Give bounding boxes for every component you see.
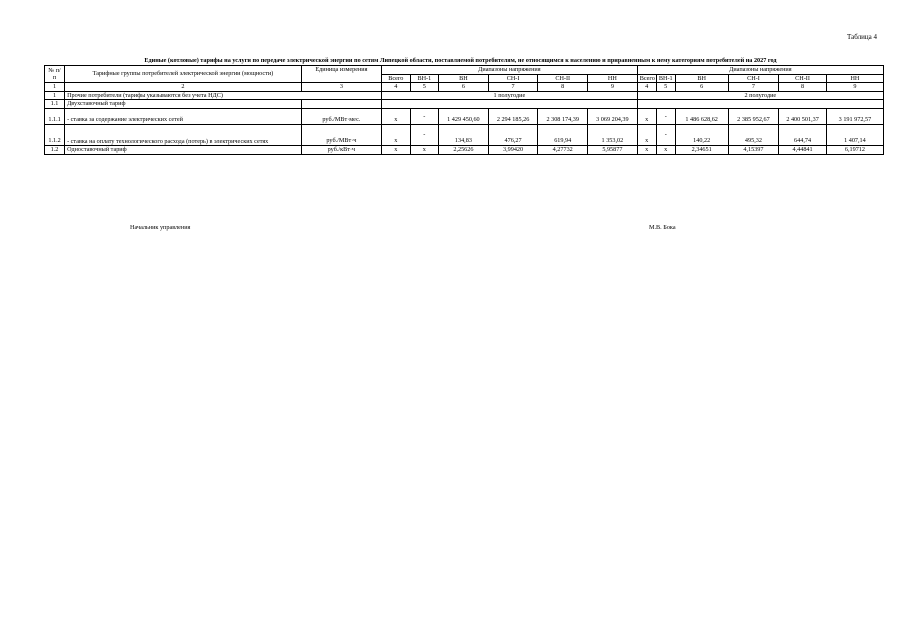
value-cell: 1 429 450,60: [439, 108, 489, 124]
value-cell: 4,15397: [728, 145, 779, 154]
row-label: Двухставочный тариф: [65, 100, 302, 109]
value-cell: 2 400 501,37: [779, 108, 827, 124]
index-cell: 5: [410, 83, 439, 92]
value-cell: -: [656, 108, 675, 124]
index-cell: 9: [588, 83, 638, 92]
value-cell: х: [637, 145, 656, 154]
signatory-name: М.В. Бока: [649, 224, 676, 231]
empty-cell: [637, 100, 883, 109]
value-cell: х: [410, 145, 439, 154]
header-col-total: Всего: [637, 74, 656, 83]
index-cell: 3: [301, 83, 381, 92]
table-row: [45, 108, 884, 124]
value-cell: 3 069 204,39: [588, 108, 638, 124]
document-title: Единые (котловые) тарифы на услуги по передаче электрической энергии по сетям Липецкой области, поставляемой потребителям, не относящимся к населению и приравненным к нему категориям потребителей на 2027 год: [144, 57, 777, 64]
value-cell: 1 353,02: [588, 124, 638, 145]
index-cell: 7: [488, 83, 538, 92]
table-number-label: Таблица 4: [847, 33, 877, 41]
value-cell: -: [656, 124, 675, 145]
header-col-vn1: ВН-1: [656, 74, 675, 83]
section-num: 1: [45, 91, 65, 100]
value-cell: х: [656, 145, 675, 154]
index-cell: 8: [538, 83, 588, 92]
value-cell: 3 191 972,57: [826, 108, 883, 124]
header-col-vn: ВН: [439, 74, 489, 83]
row-unit: руб./МВт·мес.: [301, 108, 381, 124]
row-num: 1.2: [45, 145, 65, 154]
value-cell: 5,95877: [588, 145, 638, 154]
value-cell: 495,32: [728, 124, 779, 145]
value-cell: х: [637, 108, 656, 124]
index-cell: 5: [656, 83, 675, 92]
section-label: Прочие потребители (тарифы указываются без учета НДС): [65, 91, 382, 100]
row-num: 1.1.1: [45, 108, 65, 124]
table-row: [45, 124, 884, 145]
value-cell: 2 308 174,39: [538, 108, 588, 124]
tariff-table: [44, 65, 884, 155]
header-col-nn: НН: [588, 74, 638, 83]
half-year-2: 2 полугодие: [637, 91, 883, 100]
value-cell: 3,99420: [488, 145, 538, 154]
value-cell: 4,27732: [538, 145, 588, 154]
value-cell: 2 385 952,67: [728, 108, 779, 124]
header-num: № п/п: [45, 66, 65, 83]
empty-cell: [301, 100, 381, 109]
row-unit: руб./МВт·ч: [301, 124, 381, 145]
value-cell: 140,22: [675, 124, 728, 145]
value-cell: 1 407,14: [826, 124, 883, 145]
value-cell: х: [637, 124, 656, 145]
index-cell: 8: [779, 83, 827, 92]
row-label: - ставка за содержание электрических сетей: [65, 108, 302, 124]
header-col-sn2: СН-II: [538, 74, 588, 83]
value-cell: 476,27: [488, 124, 538, 145]
row-label: - ставка на оплату технологического расхода (потерь) в электрических сетях: [65, 124, 302, 145]
empty-cell: [382, 100, 638, 109]
table-row: [45, 145, 884, 154]
value-cell: х: [382, 124, 411, 145]
header-col-total: Всего: [382, 74, 411, 83]
index-cell: 2: [65, 83, 302, 92]
index-cell: 9: [826, 83, 883, 92]
header-unit: Единица измерения: [301, 66, 381, 83]
value-cell: 619,94: [538, 124, 588, 145]
value-cell: 134,83: [439, 124, 489, 145]
value-cell: 1 486 628,62: [675, 108, 728, 124]
index-cell: 4: [382, 83, 411, 92]
value-cell: 2 294 185,26: [488, 108, 538, 124]
header-col-sn1: СН-I: [488, 74, 538, 83]
index-cell: 4: [637, 83, 656, 92]
header-range-h2: Диапазоны напряжения: [637, 66, 883, 75]
value-cell: 2,34651: [675, 145, 728, 154]
value-cell: 2,25626: [439, 145, 489, 154]
value-cell: -: [410, 124, 439, 145]
row-label: Одноставочный тариф: [65, 145, 302, 154]
header-row-1: [45, 66, 884, 75]
signatory-position: Начальник управления: [130, 224, 191, 231]
value-cell: -: [410, 108, 439, 124]
value-cell: х: [382, 145, 411, 154]
table-row: [45, 100, 884, 109]
row-unit: руб./кВт·ч: [301, 145, 381, 154]
value-cell: х: [382, 108, 411, 124]
row-num: 1.1.2: [45, 124, 65, 145]
row-num: 1.1: [45, 100, 65, 109]
half-year-1: 1 полугодие: [382, 91, 638, 100]
header-col-sn2: СН-II: [779, 74, 827, 83]
value-cell: 644,74: [779, 124, 827, 145]
index-cell: 1: [45, 83, 65, 92]
column-index-row: [45, 83, 884, 92]
value-cell: 4,44841: [779, 145, 827, 154]
header-group: Тарифные группы потребителей электрической энергии (мощности): [65, 66, 302, 83]
index-cell: 7: [728, 83, 779, 92]
section-row: [45, 91, 884, 100]
header-range-h1: Диапазоны напряжения: [382, 66, 638, 75]
index-cell: 6: [439, 83, 489, 92]
header-col-sn1: СН-I: [728, 74, 779, 83]
header-col-vn1: ВН-1: [410, 74, 439, 83]
value-cell: 6,19712: [826, 145, 883, 154]
index-cell: 6: [675, 83, 728, 92]
header-col-vn: ВН: [675, 74, 728, 83]
header-col-nn: НН: [826, 74, 883, 83]
